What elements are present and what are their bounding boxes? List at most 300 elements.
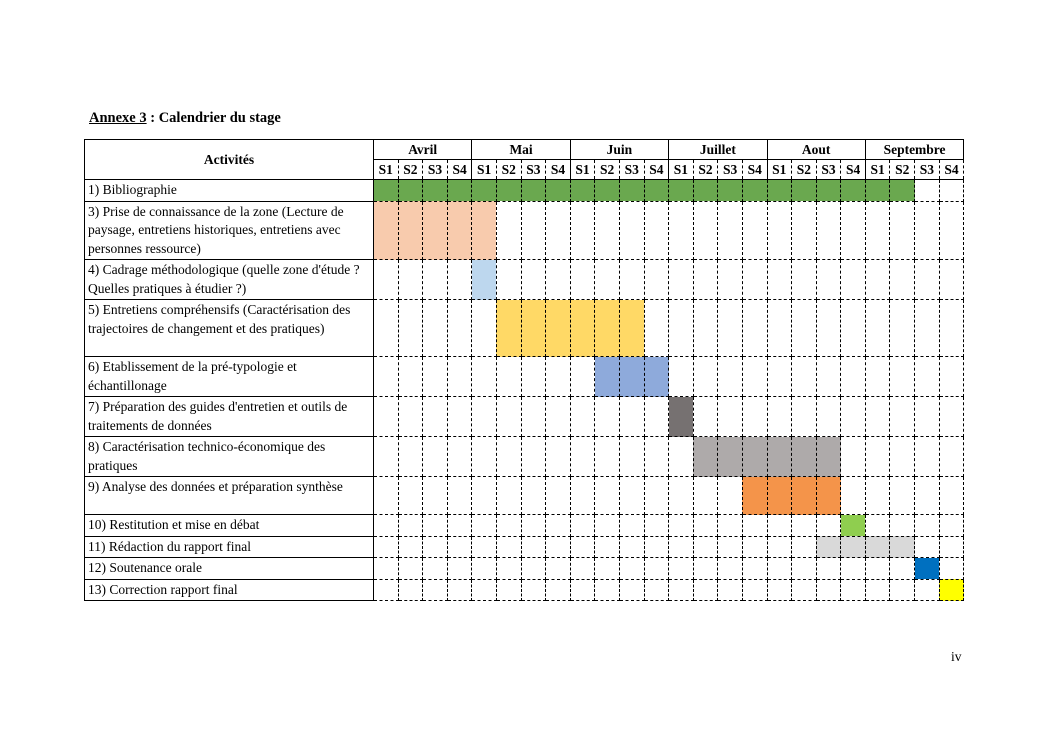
week-cell — [570, 579, 595, 601]
week-header: S3 — [718, 160, 743, 180]
gantt-bar-cell — [841, 180, 866, 202]
week-cell — [742, 300, 767, 357]
week-cell — [816, 579, 841, 601]
week-cell — [693, 515, 718, 537]
week-cell — [915, 536, 940, 558]
week-cell — [521, 558, 546, 580]
week-cell — [816, 201, 841, 260]
week-cell — [472, 397, 497, 437]
week-header: S2 — [595, 160, 620, 180]
activity-label: 5) Entretiens compréhensifs (Caractérisation des trajectoires de changement et des pratiques) — [85, 300, 374, 357]
week-cell — [718, 558, 743, 580]
activity-label: 3) Prise de connaissance de la zone (Lecture de paysage, entretiens historiques, entretiens avec personnes ressource) — [85, 201, 374, 260]
week-cell — [693, 201, 718, 260]
week-cell — [472, 477, 497, 515]
week-cell — [693, 260, 718, 300]
week-cell — [693, 536, 718, 558]
activity-label: 12) Soutenance orale — [85, 558, 374, 580]
week-cell — [939, 180, 964, 202]
week-cell — [521, 536, 546, 558]
week-cell — [619, 515, 644, 537]
week-cell — [398, 397, 423, 437]
page-number: iv — [951, 649, 962, 664]
week-cell — [521, 437, 546, 477]
activity-label: 4) Cadrage méthodologique (quelle zone d'étude ? Quelles pratiques à étudier ?) — [85, 260, 374, 300]
week-cell — [718, 201, 743, 260]
week-cell — [374, 437, 399, 477]
gantt-bar-cell — [742, 180, 767, 202]
month-header: Septembre — [865, 140, 963, 160]
week-cell — [619, 558, 644, 580]
week-cell — [374, 397, 399, 437]
week-cell — [472, 536, 497, 558]
week-cell — [472, 357, 497, 397]
week-cell — [595, 579, 620, 601]
activity-label: 6) Etablissement de la pré-typologie et échantillonage — [85, 357, 374, 397]
gantt-bar-cell — [816, 536, 841, 558]
week-cell — [423, 579, 448, 601]
week-cell — [890, 579, 915, 601]
week-cell — [595, 477, 620, 515]
gantt-bar-cell — [644, 357, 669, 397]
week-cell — [374, 515, 399, 537]
gantt-bar-cell — [693, 437, 718, 477]
week-cell — [447, 515, 472, 537]
title-text: : Calendrier du stage — [146, 110, 281, 126]
week-cell — [521, 515, 546, 537]
week-cell — [595, 558, 620, 580]
week-cell — [792, 536, 817, 558]
activity-row — [85, 260, 964, 300]
week-cell — [496, 515, 521, 537]
week-cell — [570, 201, 595, 260]
week-cell — [767, 260, 792, 300]
week-cell — [619, 201, 644, 260]
week-cell — [644, 201, 669, 260]
week-cell — [570, 477, 595, 515]
week-header: S4 — [546, 160, 571, 180]
week-cell — [447, 357, 472, 397]
week-cell — [644, 300, 669, 357]
week-cell — [447, 260, 472, 300]
week-cell — [570, 515, 595, 537]
week-cell — [841, 579, 866, 601]
week-cell — [718, 397, 743, 437]
week-cell — [939, 515, 964, 537]
activity-label: 1) Bibliographie — [85, 180, 374, 202]
week-cell — [841, 300, 866, 357]
week-cell — [865, 357, 890, 397]
week-cell — [595, 536, 620, 558]
week-cell — [742, 579, 767, 601]
week-cell — [496, 558, 521, 580]
week-cell — [865, 397, 890, 437]
week-cell — [447, 300, 472, 357]
week-cell — [619, 260, 644, 300]
week-cell — [447, 558, 472, 580]
week-cell — [669, 536, 694, 558]
document-title — [89, 110, 281, 127]
week-cell — [595, 397, 620, 437]
gantt-bar-cell — [472, 201, 497, 260]
activity-label: 7) Préparation des guides d'entretien et outils de traitements de données — [85, 397, 374, 437]
week-cell — [890, 558, 915, 580]
week-cell — [718, 300, 743, 357]
week-cell — [718, 477, 743, 515]
week-header: S1 — [472, 160, 497, 180]
week-cell — [841, 558, 866, 580]
gantt-bar-cell — [423, 180, 448, 202]
week-cell — [865, 260, 890, 300]
activities-header: Activités — [85, 140, 374, 180]
week-cell — [841, 260, 866, 300]
week-cell — [447, 477, 472, 515]
week-cell — [865, 579, 890, 601]
week-header: S1 — [570, 160, 595, 180]
week-cell — [644, 477, 669, 515]
week-cell — [423, 477, 448, 515]
gantt-bar-cell — [447, 201, 472, 260]
week-cell — [693, 558, 718, 580]
week-cell — [398, 515, 423, 537]
week-header: S2 — [792, 160, 817, 180]
week-cell — [792, 260, 817, 300]
gantt-bar-cell — [644, 180, 669, 202]
week-cell — [423, 397, 448, 437]
week-cell — [472, 300, 497, 357]
week-cell — [374, 260, 399, 300]
week-cell — [742, 201, 767, 260]
week-cell — [619, 579, 644, 601]
week-cell — [374, 477, 399, 515]
week-cell — [595, 201, 620, 260]
week-cell — [669, 579, 694, 601]
week-cell — [865, 477, 890, 515]
gantt-bar-cell — [595, 180, 620, 202]
activity-row — [85, 357, 964, 397]
week-header: S3 — [423, 160, 448, 180]
week-cell — [767, 536, 792, 558]
week-header: S2 — [398, 160, 423, 180]
week-cell — [890, 260, 915, 300]
gantt-bar-cell — [521, 180, 546, 202]
gantt-bar-cell — [374, 201, 399, 260]
gantt-bar-cell — [865, 180, 890, 202]
week-cell — [447, 579, 472, 601]
activity-label: 13) Correction rapport final — [85, 579, 374, 601]
week-cell — [792, 397, 817, 437]
week-cell — [718, 515, 743, 537]
week-cell — [644, 558, 669, 580]
week-cell — [546, 579, 571, 601]
week-cell — [496, 477, 521, 515]
week-header: S1 — [767, 160, 792, 180]
week-cell — [939, 477, 964, 515]
week-cell — [792, 300, 817, 357]
week-cell — [423, 357, 448, 397]
week-cell — [890, 397, 915, 437]
week-header: S3 — [521, 160, 546, 180]
week-cell — [595, 437, 620, 477]
week-cell — [669, 201, 694, 260]
gantt-bar-cell — [742, 477, 767, 515]
month-header: Juin — [570, 140, 668, 160]
week-cell — [767, 357, 792, 397]
week-cell — [496, 579, 521, 601]
gantt-bar-cell — [890, 536, 915, 558]
week-cell — [939, 536, 964, 558]
week-cell — [423, 536, 448, 558]
week-cell — [718, 260, 743, 300]
gantt-bar-cell — [792, 477, 817, 515]
week-cell — [546, 260, 571, 300]
week-header: S3 — [619, 160, 644, 180]
week-cell — [472, 579, 497, 601]
week-cell — [398, 260, 423, 300]
week-cell — [767, 397, 792, 437]
week-cell — [374, 579, 399, 601]
activity-row — [85, 437, 964, 477]
week-cell — [619, 437, 644, 477]
week-cell — [939, 201, 964, 260]
week-cell — [890, 477, 915, 515]
week-header: S4 — [644, 160, 669, 180]
week-cell — [939, 260, 964, 300]
gantt-bar-cell — [669, 397, 694, 437]
week-cell — [447, 536, 472, 558]
week-cell — [693, 397, 718, 437]
week-cell — [915, 397, 940, 437]
week-cell — [644, 515, 669, 537]
week-cell — [521, 477, 546, 515]
week-cell — [890, 437, 915, 477]
week-cell — [865, 300, 890, 357]
week-cell — [423, 437, 448, 477]
month-header: Juillet — [669, 140, 767, 160]
week-cell — [374, 300, 399, 357]
gantt-bar-cell — [619, 357, 644, 397]
gantt-bar-cell — [792, 180, 817, 202]
gantt-bar-cell — [890, 180, 915, 202]
activity-row — [85, 579, 964, 601]
week-cell — [669, 437, 694, 477]
week-cell — [742, 260, 767, 300]
month-header: Avril — [374, 140, 472, 160]
gantt-bar-cell — [669, 180, 694, 202]
activity-row — [85, 477, 964, 515]
activity-label: 10) Restitution et mise en débat — [85, 515, 374, 537]
week-cell — [865, 558, 890, 580]
week-cell — [939, 437, 964, 477]
week-cell — [669, 515, 694, 537]
week-cell — [374, 558, 399, 580]
week-header: S4 — [447, 160, 472, 180]
week-cell — [374, 357, 399, 397]
week-cell — [619, 477, 644, 515]
gantt-bar-cell — [521, 300, 546, 357]
activity-row — [85, 536, 964, 558]
week-cell — [472, 437, 497, 477]
week-cell — [742, 397, 767, 437]
week-cell — [619, 536, 644, 558]
week-cell — [792, 515, 817, 537]
week-cell — [915, 515, 940, 537]
activity-label: 11) Rédaction du rapport final — [85, 536, 374, 558]
week-cell — [718, 579, 743, 601]
week-cell — [792, 558, 817, 580]
week-cell — [767, 201, 792, 260]
gantt-bar-cell — [718, 437, 743, 477]
week-cell — [841, 357, 866, 397]
week-cell — [742, 558, 767, 580]
gantt-bar-cell — [398, 201, 423, 260]
week-cell — [816, 558, 841, 580]
activity-row — [85, 397, 964, 437]
gantt-bar-cell — [619, 180, 644, 202]
gantt-bar-cell — [841, 536, 866, 558]
activity-row — [85, 515, 964, 537]
week-header: S4 — [742, 160, 767, 180]
week-cell — [767, 558, 792, 580]
week-cell — [841, 397, 866, 437]
week-cell — [742, 515, 767, 537]
gantt-bar-cell — [792, 437, 817, 477]
week-cell — [546, 201, 571, 260]
week-header: S1 — [374, 160, 399, 180]
week-cell — [521, 260, 546, 300]
week-cell — [619, 397, 644, 437]
week-cell — [841, 477, 866, 515]
month-header: Aout — [767, 140, 865, 160]
month-header-row — [85, 140, 964, 160]
week-cell — [398, 300, 423, 357]
gantt-bar-cell — [570, 300, 595, 357]
week-cell — [915, 260, 940, 300]
gantt-bar-cell — [398, 180, 423, 202]
week-cell — [669, 477, 694, 515]
week-cell — [447, 437, 472, 477]
week-cell — [939, 558, 964, 580]
week-cell — [890, 357, 915, 397]
week-cell — [841, 437, 866, 477]
week-cell — [939, 397, 964, 437]
gantt-bar-cell — [374, 180, 399, 202]
gantt-bar-cell — [915, 558, 940, 580]
week-cell — [570, 397, 595, 437]
week-cell — [496, 357, 521, 397]
week-cell — [546, 558, 571, 580]
week-cell — [816, 515, 841, 537]
week-cell — [570, 437, 595, 477]
gantt-bar-cell — [546, 300, 571, 357]
week-cell — [423, 260, 448, 300]
week-cell — [939, 300, 964, 357]
gantt-bar-cell — [816, 437, 841, 477]
week-cell — [915, 180, 940, 202]
gantt-bar-cell — [447, 180, 472, 202]
gantt-bar-cell — [496, 300, 521, 357]
week-cell — [595, 515, 620, 537]
activity-label: 9) Analyse des données et préparation synthèse — [85, 477, 374, 515]
gantt-bar-cell — [570, 180, 595, 202]
week-cell — [546, 437, 571, 477]
week-cell — [865, 437, 890, 477]
gantt-bar-cell — [423, 201, 448, 260]
week-cell — [472, 515, 497, 537]
week-cell — [398, 477, 423, 515]
gantt-bar-cell — [939, 579, 964, 601]
week-cell — [398, 558, 423, 580]
schedule-table — [84, 139, 964, 601]
gantt-bar-cell — [718, 180, 743, 202]
week-cell — [865, 515, 890, 537]
week-header: S1 — [865, 160, 890, 180]
annex-label: Annexe 3 — [89, 110, 147, 126]
week-cell — [398, 437, 423, 477]
week-cell — [472, 558, 497, 580]
week-header: S4 — [841, 160, 866, 180]
week-cell — [644, 536, 669, 558]
week-cell — [644, 260, 669, 300]
week-cell — [570, 558, 595, 580]
week-cell — [890, 300, 915, 357]
week-cell — [792, 357, 817, 397]
week-cell — [521, 397, 546, 437]
week-cell — [595, 260, 620, 300]
week-cell — [521, 357, 546, 397]
gantt-bar-cell — [546, 180, 571, 202]
week-header: S1 — [669, 160, 694, 180]
week-cell — [669, 300, 694, 357]
week-header: S2 — [693, 160, 718, 180]
week-cell — [669, 357, 694, 397]
week-cell — [841, 201, 866, 260]
week-cell — [915, 357, 940, 397]
week-cell — [546, 536, 571, 558]
week-cell — [496, 201, 521, 260]
gantt-bar-cell — [767, 180, 792, 202]
week-cell — [423, 558, 448, 580]
week-cell — [521, 201, 546, 260]
week-cell — [570, 357, 595, 397]
gantt-bar-cell — [841, 515, 866, 537]
week-cell — [644, 397, 669, 437]
gantt-bar-cell — [742, 437, 767, 477]
week-cell — [447, 397, 472, 437]
week-cell — [767, 579, 792, 601]
gantt-bar-cell — [816, 477, 841, 515]
gantt-bar-cell — [595, 357, 620, 397]
week-cell — [693, 579, 718, 601]
week-header: S2 — [890, 160, 915, 180]
week-cell — [865, 201, 890, 260]
week-cell — [496, 260, 521, 300]
gantt-bar-cell — [767, 477, 792, 515]
week-cell — [915, 477, 940, 515]
activity-row — [85, 300, 964, 357]
week-header: S2 — [496, 160, 521, 180]
week-cell — [718, 536, 743, 558]
week-cell — [398, 536, 423, 558]
week-cell — [816, 260, 841, 300]
week-header: S4 — [939, 160, 964, 180]
week-cell — [546, 357, 571, 397]
week-cell — [915, 300, 940, 357]
week-cell — [742, 357, 767, 397]
activity-row — [85, 201, 964, 260]
week-cell — [693, 477, 718, 515]
week-header: S3 — [915, 160, 940, 180]
